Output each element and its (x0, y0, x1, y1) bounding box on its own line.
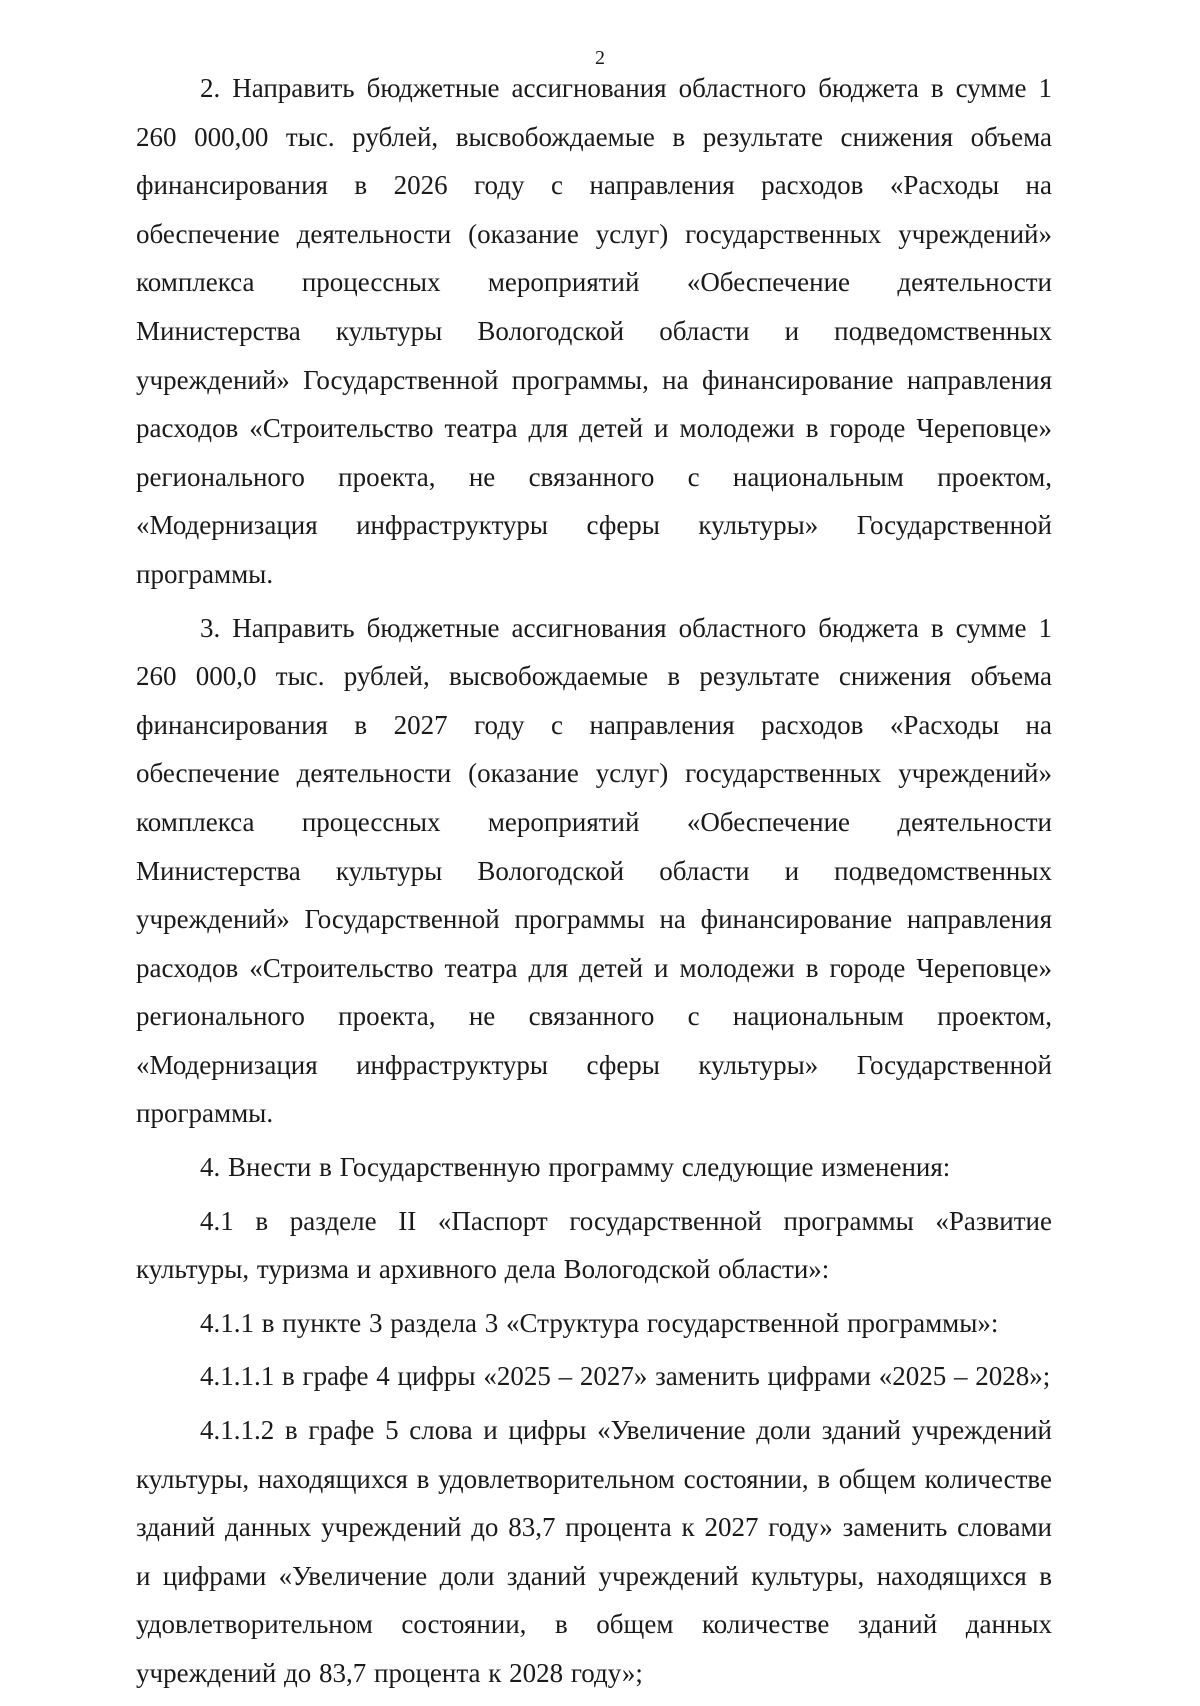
paragraph-3: 3. Направить бюджетные ассигнования областного бюджета в сумме 1 260 000,0 тыс. рублей, высвобождаемые в результате снижения объема финансирования в 2027 году с направления расходов «Расходы на обеспечение деятельности (оказание услуг) государственных учреждений» комплекса процессных мероприятий «Обеспечение деятельности Министерства культуры Вологодской области и подведомственных учреждений» Государственной программы на финансирование направления расходов «Строительство театра для детей и молодежи в городе Череповце» регионального проекта, не связанного с национальным проектом, «Модернизация инфраструктуры сферы культуры» Государственной программы. (136, 612, 1052, 1129)
paragraph-4-1-1-1: 4.1.1.1 в графе 4 цифры «2025 – 2027» заменить цифрами «2025 – 2028»; (200, 1361, 1051, 1392)
paragraph-2: 2. Направить бюджетные ассигнования областного бюджета в сумме 1 260 000,00 тыс. рублей, высвобождаемые в результате снижения объема финансирования в 2026 году с направления расходов «Расходы на обеспечение деятельности (оказание услуг) государственных учреждений» комплекса процессных мероприятий «Обеспечение деятельности Министерства культуры Вологодской области и подведомственных учреждений» Государственной программы, на финансирование направления расходов «Строительство театра для детей и молодежи в городе Череповце» регионального проекта, не связанного с национальным проектом, «Модернизация инфраструктуры сферы культуры» Государственной программы. (136, 73, 1052, 589)
page-number: 2 (595, 47, 605, 69)
paragraph-4-1-1: 4.1.1 в пункте 3 раздела 3 «Структура государственной программы»: (200, 1307, 999, 1338)
paragraph-4-1: 4.1 в разделе II «Паспорт государственной программы «Развитие культуры, туризма и архивного дела Вологодской области»: (136, 1205, 1052, 1285)
paragraph-4-1-1-2: 4.1.1.2 в графе 5 слова и цифры «Увеличение доли зданий учреждений культуры, находящихся в удовлетворительном состоянии, в общем количестве зданий данных учреждений до 83,7 процента к 2027 году» заменить словами и цифрами «Увеличение доли зданий учреждений культуры, находящихся в удовлетворительном состоянии, в общем количестве зданий данных учреждений до 83,7 процента к 2028 году»; (136, 1415, 1052, 1688)
document-body (136, 64, 1052, 1703)
paragraph-4: 4. Внести в Государственную программу следующие изменения: (200, 1152, 951, 1183)
